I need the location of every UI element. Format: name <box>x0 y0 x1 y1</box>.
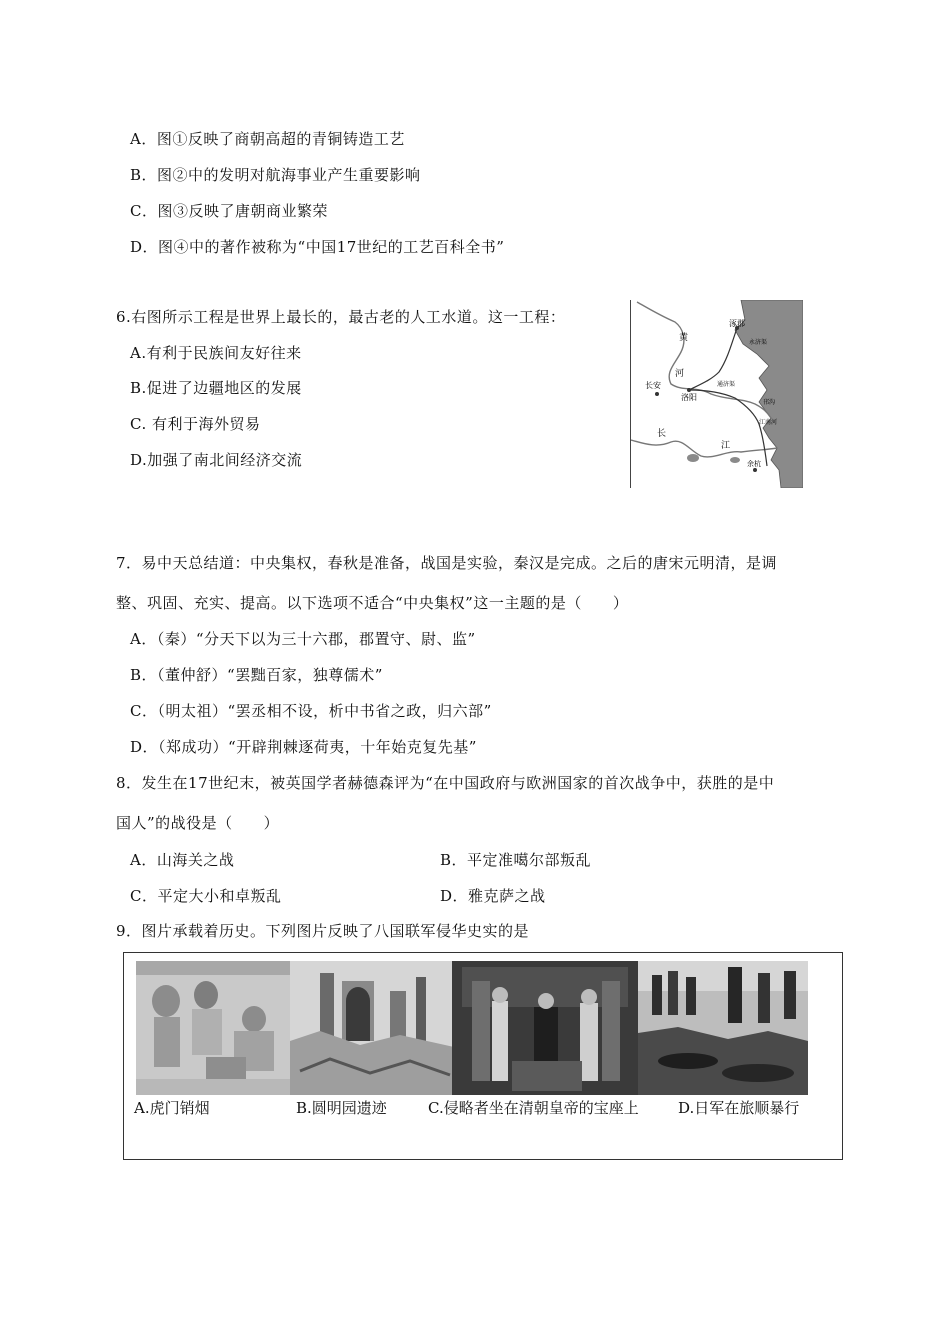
q9-figure-box <box>123 952 843 1160</box>
map-label-hangou: 邗沟 <box>763 399 776 406</box>
sea-area <box>735 300 803 488</box>
lake-shape <box>687 454 699 462</box>
q5-option-c: C．图③反映了唐朝商业繁荣 <box>130 202 328 220</box>
q9-caption-b: B.圆明园遗迹 <box>296 1099 387 1117</box>
photo-throne-room <box>452 961 638 1095</box>
q5-option-d: D．图④中的著作被称为“中国17世纪的工艺百科全书” <box>130 238 505 256</box>
map-label-yuhang: 余杭 <box>747 460 761 468</box>
grand-canal-map <box>630 300 803 488</box>
map-label-he: 河 <box>675 369 685 379</box>
q6-option-a: A.有利于民族间友好往来 <box>130 344 302 362</box>
photo-lushun-massacre <box>638 961 808 1095</box>
map-label-tongjiqu: 通济渠 <box>717 381 736 388</box>
city-dot <box>655 392 659 396</box>
map-label-luoyang: 洛阳 <box>681 393 697 402</box>
q7-option-d: D．（郑成功）“开辟荆棘逐荷夷，十年始克复先基” <box>130 738 477 756</box>
q8-option-b: B．平定准噶尔部叛乱 <box>440 851 592 869</box>
lake-shape <box>730 457 740 463</box>
map-label-zhuojun: 涿郡 <box>729 319 745 328</box>
q9-caption-c: C.侵略者坐在清朝皇帝的宝座上 <box>428 1099 639 1117</box>
photo-humen-relief <box>136 961 290 1095</box>
yangtze-river <box>631 440 777 457</box>
map-label-jiangnanhe: 江南河 <box>759 419 778 426</box>
q6-option-c: C. 有利于海外贸易 <box>130 415 261 433</box>
map-label-changan: 长安 <box>645 381 661 390</box>
q9-caption-d: D.日军在旅顺暴行 <box>678 1099 800 1117</box>
q5-option-a: A．图①反映了商朝高超的青铜铸造工艺 <box>130 130 405 148</box>
photo-yuanmingyuan-ruins <box>290 961 454 1095</box>
map-label-chang: 长 <box>657 429 667 439</box>
city-dot <box>753 468 757 472</box>
q6-option-d: D.加强了南北间经济交流 <box>130 451 303 469</box>
q5-option-b: B．图②中的发明对航海事业产生重要影响 <box>130 166 421 184</box>
q6-stem: 6.右图所示工程是世界上最长的，最古老的人工水道。这一工程： <box>116 308 566 326</box>
q7-option-b: B．（董仲舒）“罢黜百家，独尊儒术” <box>130 666 383 684</box>
q9-stem: 9．图片承载着历史。下列图片反映了八国联军侵华史实的是 <box>116 922 530 940</box>
q8-stem-line2: 国人”的战役是（ ） <box>116 814 280 832</box>
q8-option-d: D．雅克萨之战 <box>440 887 546 905</box>
city-dot <box>687 388 691 392</box>
q8-option-c: C．平定大小和卓叛乱 <box>130 887 282 905</box>
map-label-yongjiqu: 永济渠 <box>749 339 768 346</box>
q9-caption-a: A.虎门销烟 <box>134 1099 210 1117</box>
q7-option-c: C．（明太祖）“罢丞相不设，析中书省之政，归六部” <box>130 702 492 720</box>
q7-stem-line1: 7．易中天总结道：中央集权，春秋是准备，战国是实验，秦汉是完成。之后的唐宋元明清，是调 <box>116 554 778 572</box>
q8-option-a: A．山海关之战 <box>130 851 235 869</box>
q7-stem-line2: 整、巩固、充实、提高。以下选项不适合“中央集权”这一主题的是（ ） <box>116 594 629 612</box>
map-label-jiang: 江 <box>721 441 731 451</box>
q8-stem-line1: 8．发生在17世纪末，被英国学者赫德森评为“在中国政府与欧洲国家的首次战争中，获胜的是中 <box>116 774 775 792</box>
q7-option-a: A．（秦）“分天下以为三十六郡，郡置守、尉、监” <box>130 630 476 648</box>
map-label-huang: 黄 <box>679 333 689 343</box>
map-svg <box>631 300 803 488</box>
q6-option-b: B.促进了边疆地区的发展 <box>130 379 302 397</box>
